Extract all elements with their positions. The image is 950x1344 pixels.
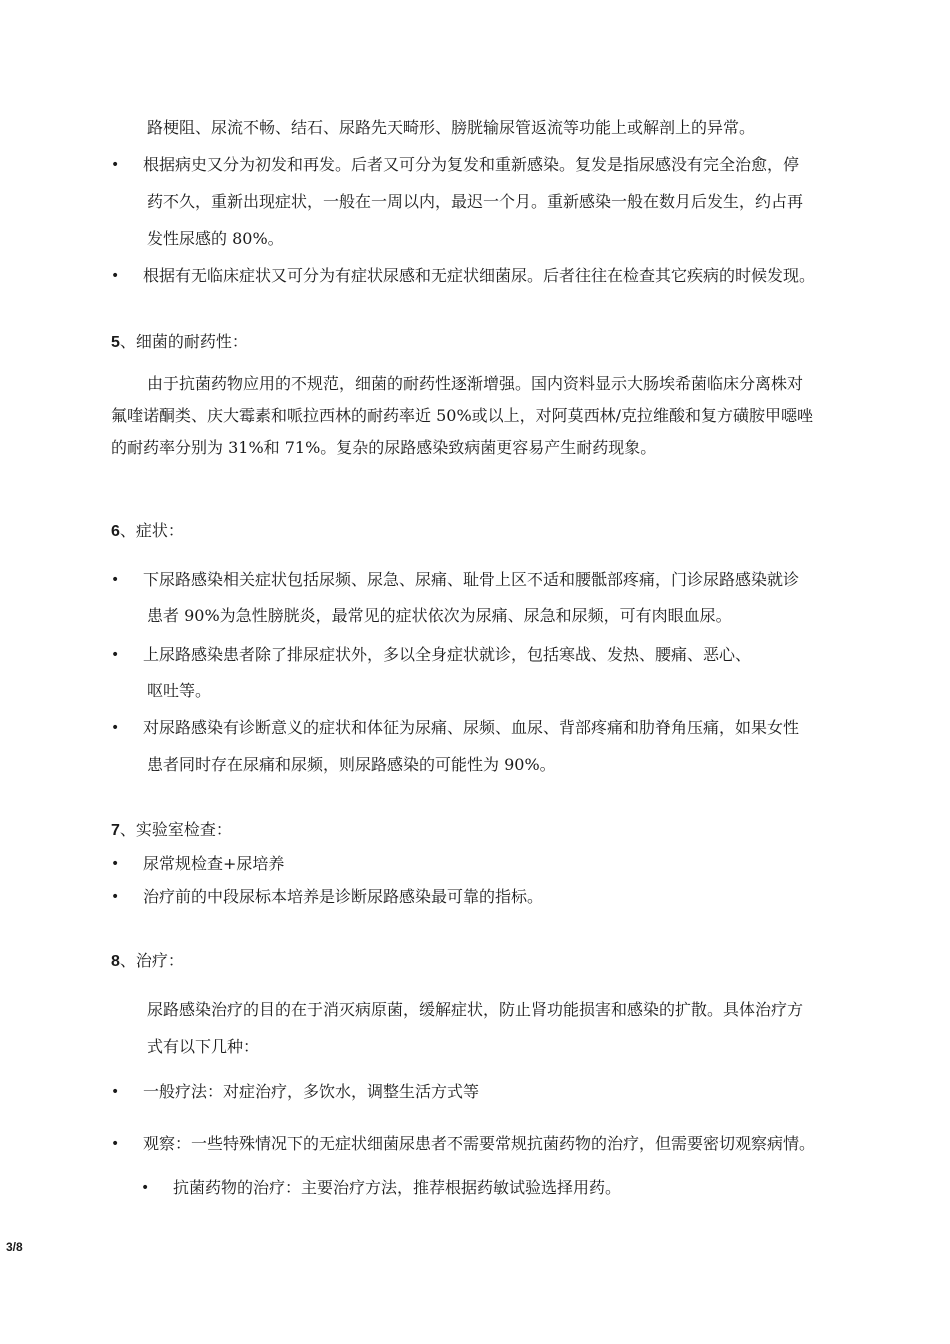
section-number: 7 (111, 822, 120, 839)
section-title: 、治疗： (119, 951, 184, 970)
symptom-diagnostic-line-1: 对尿路感染有诊断意义的症状和体征为尿痛、尿频、血尿、背部疼痛和肋脊角压痛，如果女性 (143, 718, 800, 737)
recurrence-line-1: 根据病史又分为初发和再发。后者又可分为复发和重新感染。复发是指尿感没有完全治愈，停 (143, 155, 800, 174)
bullet-marker: • (111, 1136, 120, 1152)
treatment-antibiotic-item: 抗菌药物的治疗：主要治疗方法，推荐根据药敏试验选择用药。 (173, 1178, 622, 1197)
symptomatic-text: 根据有无临床症状又可分为有症状尿感和无症状细菌尿。后者往往在检查其它疾病的时候发现。 (143, 266, 816, 285)
bullet-marker: • (111, 720, 120, 736)
symptom-upper-line-2: 呕吐等。 (147, 681, 212, 700)
section-5-heading (111, 332, 248, 353)
section-title: 、症状： (119, 521, 184, 540)
section-number: 8 (111, 953, 120, 970)
section-number: 6 (111, 523, 120, 540)
section-7-heading (111, 820, 232, 841)
bullet-marker: • (141, 1180, 150, 1196)
symptom-lower-line-2: 患者 90%为急性膀胱炎，最常见的症状依次为尿痛、尿急和尿频，可有肉眼血尿。 (147, 606, 732, 625)
section-number: 5 (111, 334, 120, 351)
symptom-upper-line-1: 上尿路感染患者除了排尿症状外，多以全身症状就诊，包括寒战、发热、腰痛、恶心、 (143, 645, 752, 664)
bullet-marker: • (111, 268, 120, 284)
treatment-observation-item: 观察：一些特殊情况下的无症状细菌尿患者不需要常规抗菌药物的治疗，但需要密切观察病情。 (143, 1134, 816, 1153)
causes-tail-text: 路梗阻、尿流不畅、结石、尿路先天畸形、膀胱输尿管返流等功能上或解剖上的异常。 (147, 118, 756, 137)
treatment-general-item: 一般疗法：对症治疗，多饮水，调整生活方式等 (143, 1082, 480, 1101)
bullet-marker: • (111, 1084, 120, 1100)
section-8-heading (111, 951, 184, 972)
section-title: 、细菌的耐药性： (119, 332, 248, 351)
bullet-marker: • (111, 889, 120, 905)
symptom-lower-line-1: 下尿路感染相关症状包括尿频、尿急、尿痛、耻骨上区不适和腰骶部疼痛，门诊尿路感染就诊 (143, 570, 800, 589)
recurrence-line-3: 发性尿感的 80%。 (147, 229, 284, 248)
resistance-line-1: 由于抗菌药物应用的不规范，细菌的耐药性逐渐增强。国内资料显示大肠埃希菌临床分离株对 (147, 374, 804, 393)
resistance-line-3: 的耐药率分别为 31%和 71%。复杂的尿路感染致病菌更容易产生耐药现象。 (111, 438, 657, 457)
bullet-marker: • (111, 647, 120, 663)
lab-culture-item: 治疗前的中段尿标本培养是诊断尿路感染最可靠的指标。 (143, 887, 544, 906)
treatment-intro-line-2: 式有以下几种： (147, 1037, 260, 1056)
page-number: 3/8 (6, 1240, 23, 1254)
treatment-intro-line-1: 尿路感染治疗的目的在于消灭病原菌，缓解症状，防止肾功能损害和感染的扩散。具体治疗方 (147, 1000, 804, 1019)
lab-test-item: 尿常规检查+尿培养 (143, 854, 285, 873)
bullet-marker: • (111, 157, 120, 173)
section-title: 、实验室检查： (119, 820, 232, 839)
symptom-diagnostic-line-2: 患者同时存在尿痛和尿频，则尿路感染的可能性为 90%。 (147, 755, 556, 774)
bullet-marker: • (111, 572, 120, 588)
recurrence-line-2: 药不久，重新出现症状，一般在一周以内，最迟一个月。重新感染一般在数月后发生，约占再 (147, 192, 804, 211)
bullet-marker: • (111, 856, 120, 872)
resistance-line-2: 氟喹诺酮类、庆大霉素和哌拉西林的耐药率近 50%或以上，对阿莫西林/克拉维酸和复方磺胺甲噁唑 (111, 406, 814, 425)
section-6-heading (111, 521, 184, 542)
